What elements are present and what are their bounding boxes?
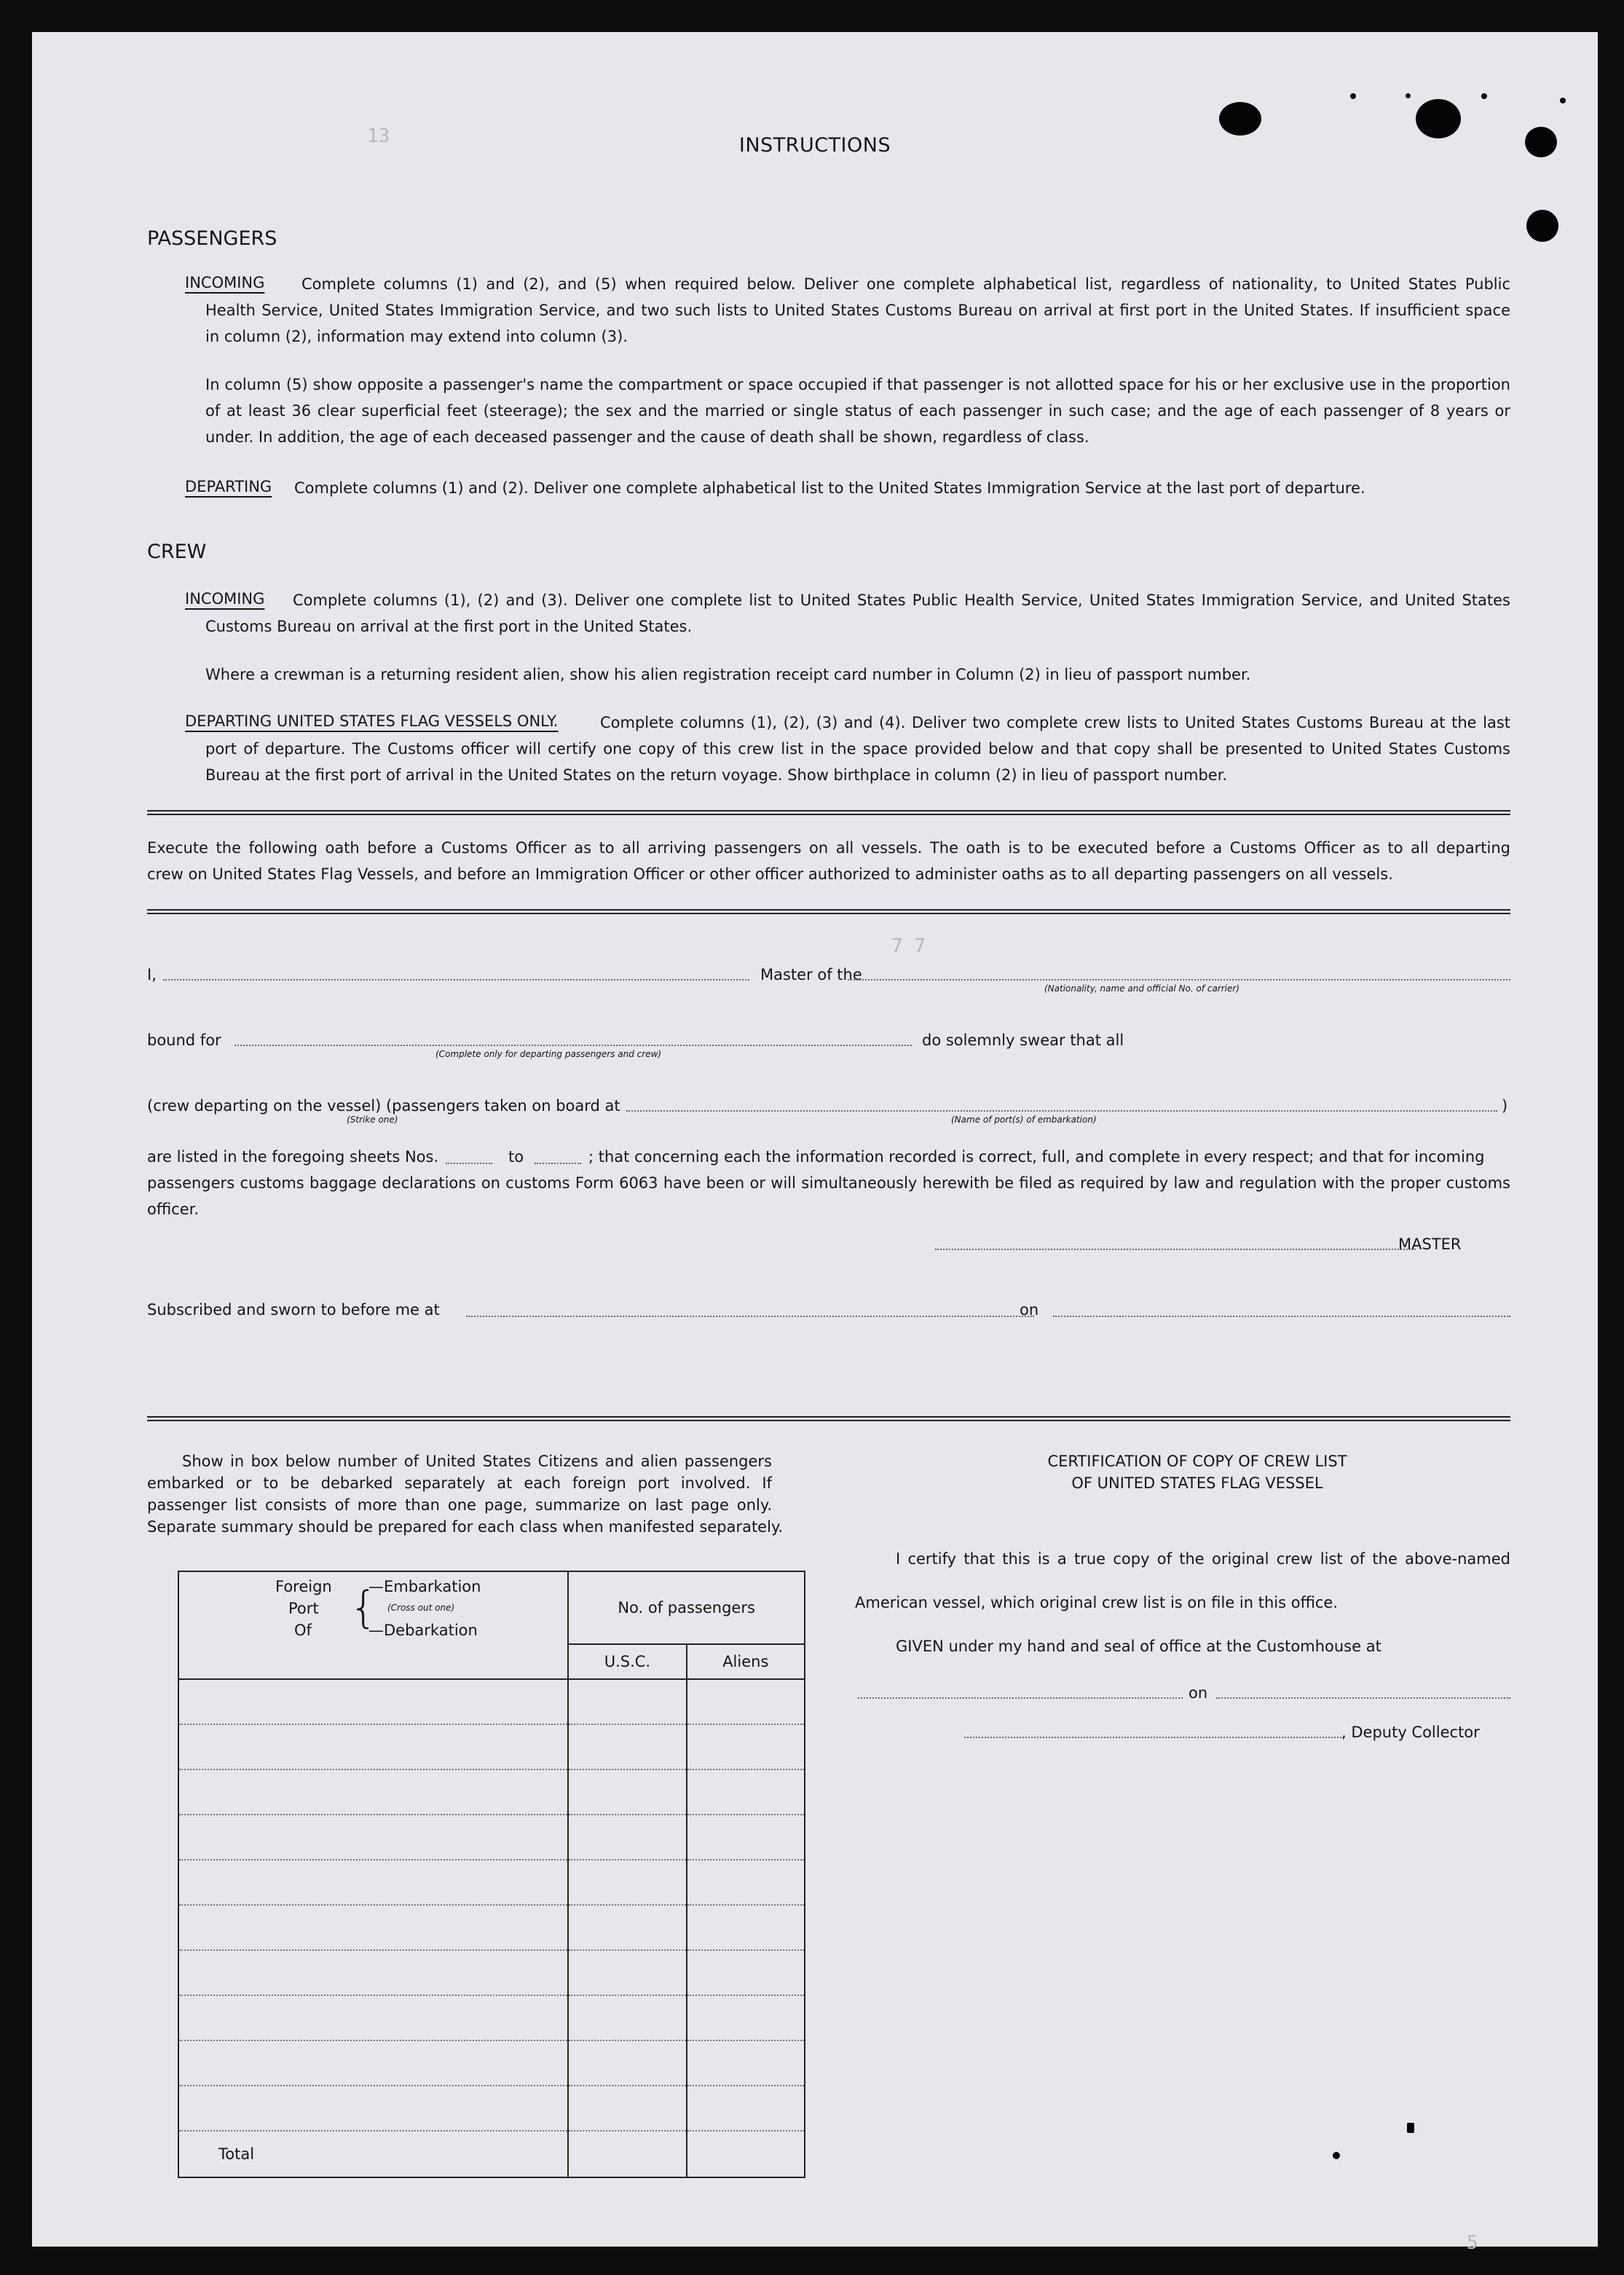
table-row [178,1815,805,1860]
port-header-cell [178,1571,568,1679]
table-row [178,1679,805,1724]
sheet-to-field[interactable] [535,1163,581,1164]
port-label: Port [288,1600,319,1617]
listed-line3: officer. [147,1201,199,1218]
ink-blot [1560,98,1566,103]
oath-intro-line: Execute the following oath before a Customs Officer as to all arriving passengers on all vessels. The oath is to be executed before a Customs Officer as to all departing [147,839,1510,857]
aliens-cell[interactable] [687,1950,805,1995]
listed-line2: passengers customs baggage declarations on customs Form 6063 have been or will simultaneously herewith be filed as required by law and regulation with the proper customs [147,1174,1510,1192]
certification-date-field[interactable] [1216,1697,1510,1699]
to-label: to [508,1148,524,1166]
certification-title: CERTIFICATION OF COPY OF CREW LIST [1047,1453,1347,1470]
port-cell[interactable] [178,1995,568,2040]
table-row [178,1950,805,1995]
bleed-through-mark: 7 7 [891,935,926,957]
certification-on-label: on [1189,1684,1208,1702]
passengers-col5-line: In column (5) show opposite a passenger's name the compartment or space occupied if that passenger is not allotted space for his or her exclusive use in the proportion [205,376,1510,393]
usc-cell[interactable] [568,1905,686,1950]
listed-prefix: are listed in the foregoing sheets Nos. [147,1148,439,1166]
crew-resident-text: Where a crewman is a returning resident alien, show his alien registration receipt card number in Column (2) in lieu of passport number. [205,666,1251,683]
sworn-date-field[interactable] [1053,1316,1510,1317]
crew-departing-line: Bureau at the first port of arrival in the United States on the return voyage. Show birthplace in column (2) in lieu of passport number. [205,766,1228,784]
port-cell[interactable] [178,2040,568,2086]
summary-instruction-line: Separate summary should be prepared for each class when manifested separately. [147,1518,784,1536]
cross-out-hint: (Cross out one) [387,1603,455,1613]
brace-icon: { [350,1582,378,1633]
bound-for-hint: (Complete only for departing passengers and crew) [435,1049,662,1059]
ink-blot [1350,93,1356,99]
master-of-label: Master of the [760,966,862,983]
section-divider [147,1416,1510,1421]
oath-intro-line: crew on United States Flag Vessels, and before an Immigration Officer or other officer authorized to administer oaths as to all departing passengers on all vessels. [147,865,1393,883]
table-row [178,1995,805,2040]
usc-cell[interactable] [568,1815,686,1860]
usc-cell[interactable] [568,1769,686,1815]
passengers-header: No. of passengers [568,1571,805,1644]
page-title: INSTRUCTIONS [738,134,891,157]
sworn-on-label: on [1020,1301,1039,1319]
usc-cell[interactable] [568,2086,686,2131]
form-page [32,32,1598,2254]
of-label: Of [294,1622,312,1639]
passengers-departing-text: Complete columns (1) and (2). Deliver one complete alphabetical list to the United States Immigration Service at the last port of departure. [294,479,1365,497]
crew-passengers-line: (crew departing on the vessel) (passengers taken on board at [147,1097,620,1115]
crew-heading: CREW [147,541,207,563]
master-label: MASTER [1398,1235,1462,1253]
bound-for-field[interactable] [234,1045,912,1046]
aliens-cell[interactable] [687,1860,805,1905]
aliens-cell[interactable] [687,2040,805,2086]
certification-line: American vessel, which original crew list is on file in this office. [855,1594,1339,1611]
certification-title: OF UNITED STATES FLAG VESSEL [1071,1474,1323,1492]
crew-departing-line: Complete columns (1), (2), (3) and (4). Deliver two complete crew lists to United States Customs Bureau at the last [600,714,1510,731]
table-row [178,1769,805,1815]
foreign-label: Foreign [275,1578,332,1595]
bleed-through-mark: 13 [367,125,390,147]
embarkation-ports-field[interactable] [626,1110,1497,1112]
port-cell[interactable] [178,1905,568,1950]
ink-blot [1333,2152,1340,2159]
ink-blot [1526,210,1558,242]
passengers-incoming-label: INCOMING [185,274,265,291]
certification-line: I certify that this is a true copy of the original crew list of the above-named [896,1550,1510,1568]
crew-departing-line: port of departure. The Customs officer will certify one copy of this crew list in the space provided below and that copy shall be presented to United States Customs [205,740,1510,758]
ink-blot [1481,93,1487,99]
table-row [178,2086,805,2131]
section-divider [147,909,1510,914]
usc-total-cell[interactable] [568,2131,686,2177]
port-cell[interactable] [178,2086,568,2131]
aliens-cell[interactable] [687,2086,805,2131]
master-name-field[interactable] [163,979,749,981]
swear-text: do solemnly swear that all [922,1032,1124,1049]
carrier-field[interactable] [848,979,1510,981]
ink-blot [1406,93,1411,98]
table-row [178,1905,805,1950]
usc-cell[interactable] [568,1860,686,1905]
customhouse-field[interactable] [858,1697,1183,1699]
passengers-departing-label: DEPARTING [185,478,272,495]
aliens-total-cell[interactable] [687,2131,805,2177]
ink-blot [1407,2123,1414,2133]
usc-cell[interactable] [568,1724,686,1769]
usc-cell[interactable] [568,1679,686,1724]
ports-hint: (Name of port(s) of embarkation) [951,1115,1097,1125]
passengers-incoming-line: Health Service, United States Immigration Service, and two such lists to United States Customs Bureau on arrival at first port in the United States. If insufficient space [205,302,1510,319]
crew-incoming-line: Customs Bureau on arrival at the first port in the United States. [205,618,693,635]
carrier-hint: (Nationality, name and official No. of carrier) [1044,983,1240,994]
port-cell[interactable] [178,1724,568,1769]
summary-instruction-line: embarked or to be debarked separately at each foreign port involved. If [147,1474,772,1492]
strike-hint: (Strike one) [347,1115,398,1125]
usc-cell[interactable] [568,2040,686,2086]
subscribed-label: Subscribed and sworn to before me at [147,1301,440,1319]
usc-cell[interactable] [568,1995,686,2040]
deputy-collector-label: , Deputy Collector [1341,1724,1480,1741]
table-row [178,2040,805,2086]
ink-blot [1219,102,1261,135]
aliens-cell[interactable] [687,1769,805,1815]
passengers-incoming-line: Complete columns (1) and (2), and (5) when required below. Deliver one complete alphabetical list, regardless of nationality, to United States Public [301,275,1510,293]
port-cell[interactable] [178,1679,568,1724]
passenger-summary-table [178,1571,805,2178]
aliens-cell[interactable] [687,1995,805,2040]
crew-incoming-line: Complete columns (1), (2) and (3). Deliver one complete list to United States Public Health Service, United States Immigration Service, and United States [293,592,1510,609]
close-paren: ) [1502,1097,1508,1115]
passengers-incoming-line: in column (2), information may extend into column (3). [205,328,628,345]
table-row [178,1860,805,1905]
port-cell[interactable] [178,1815,568,1860]
crew-departing-label: DEPARTING UNITED STATES FLAG VESSELS ONLY. [185,712,559,730]
port-cell[interactable] [178,1950,568,1995]
summary-instruction-line: passenger list consists of more than one page, summarize on last page only. [147,1496,772,1514]
sheet-from-field[interactable] [446,1163,492,1164]
bleed-through-mark: 5 [1467,2232,1478,2254]
master-signature-field[interactable] [935,1249,1416,1250]
total-label: Total [178,2131,568,2177]
crew-incoming-label: INCOMING [185,590,265,608]
passengers-col5-line: of at least 36 clear superficial feet (steerage); the sex and the married or single status of each passenger in such case; and the age of each passenger of 8 years or [205,402,1510,420]
certification-line: GIVEN under my hand and seal of office at the Customhouse at [896,1638,1381,1655]
port-cell[interactable] [178,1860,568,1905]
usc-header: U.S.C. [568,1644,686,1679]
summary-instruction-line: Show in box below number of United States Citizens and alien passengers [182,1453,772,1470]
ink-blot [1416,99,1461,138]
aliens-cell[interactable] [687,1724,805,1769]
passengers-heading: PASSENGERS [147,227,277,250]
aliens-cell[interactable] [687,1679,805,1724]
debarkation-label: —Debarkation [368,1622,478,1639]
total-row [178,2131,805,2177]
bound-for-label: bound for [147,1032,221,1049]
listed-rest: ; that concerning each the information recorded is correct, full, and complete in every respect; and that for incoming [588,1148,1485,1166]
sworn-at-field[interactable] [466,1316,1034,1317]
deputy-collector-field[interactable] [964,1737,1341,1738]
oath-i-label: I, [147,966,157,983]
embarkation-label: —Embarkation [368,1578,481,1595]
port-cell[interactable] [178,1769,568,1815]
table-row [178,1724,805,1769]
aliens-header: Aliens [687,1644,805,1679]
section-divider [147,810,1510,815]
usc-cell[interactable] [568,1950,686,1995]
passengers-col5-line: under. In addition, the age of each deceased passenger and the cause of death shall be shown, regardless of class. [205,428,1089,446]
aliens-cell[interactable] [687,1815,805,1860]
aliens-cell[interactable] [687,1905,805,1950]
